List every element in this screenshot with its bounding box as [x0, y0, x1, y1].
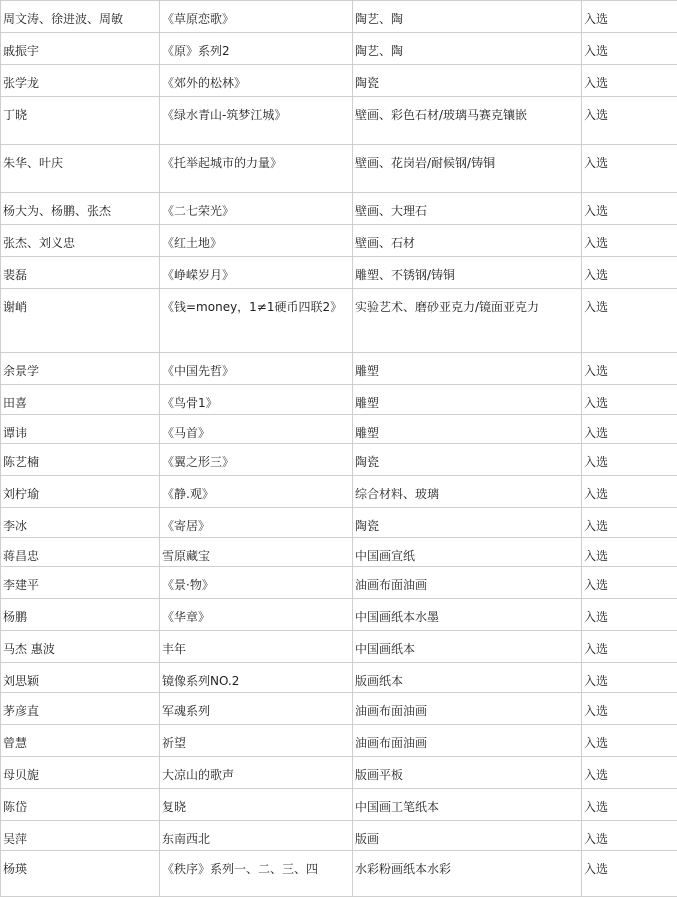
artist-cell: 谭讳	[1, 415, 160, 444]
medium-cell: 水彩粉画纸本水彩	[353, 851, 582, 897]
work-title-cell: 《景·物》	[160, 567, 353, 599]
artist-cell: 李建平	[1, 567, 160, 599]
artist-cell: 张杰、刘义忠	[1, 225, 160, 257]
table-row	[1, 1, 677, 33]
artist-cell: 余景学	[1, 353, 160, 385]
medium-cell: 油画布面油画	[353, 725, 582, 757]
medium-cell: 壁画、花岗岩/耐候钢/铸铜	[353, 145, 582, 193]
work-title-cell: 《静.观》	[160, 476, 353, 508]
medium-cell: 中国画纸本	[353, 631, 582, 663]
artist-cell: 戚振宇	[1, 33, 160, 65]
table-row	[1, 289, 677, 353]
table-row	[1, 65, 677, 97]
table-row	[1, 599, 677, 631]
table-row	[1, 851, 677, 897]
work-title-cell: 《翼之形三》	[160, 444, 353, 476]
result-cell: 入选	[582, 33, 677, 65]
result-cell: 入选	[582, 693, 677, 725]
artist-cell: 陈艺楠	[1, 444, 160, 476]
artist-cell: 李冰	[1, 508, 160, 538]
result-cell: 入选	[582, 725, 677, 757]
medium-cell: 陶瓷	[353, 65, 582, 97]
table-row	[1, 225, 677, 257]
table-row	[1, 444, 677, 476]
table-row	[1, 476, 677, 508]
medium-cell: 版画平板	[353, 757, 582, 789]
artist-cell: 茅彦直	[1, 693, 160, 725]
table-row	[1, 508, 677, 538]
table-row	[1, 145, 677, 193]
artist-cell: 曾慧	[1, 725, 160, 757]
result-cell: 入选	[582, 353, 677, 385]
medium-cell: 版画纸本	[353, 663, 582, 693]
table-row	[1, 353, 677, 385]
work-title-cell: 《华章》	[160, 599, 353, 631]
work-title-cell: 《秩序》系列一、二、三、四	[160, 851, 353, 897]
medium-cell: 雕塑	[353, 353, 582, 385]
work-title-cell: 《鸟骨1》	[160, 385, 353, 415]
work-title-cell: 丰年	[160, 631, 353, 663]
artist-cell: 刘思颖	[1, 663, 160, 693]
artist-cell: 陈岱	[1, 789, 160, 821]
result-cell: 入选	[582, 225, 677, 257]
table-row	[1, 538, 677, 567]
artist-cell: 朱华、叶庆	[1, 145, 160, 193]
work-title-cell: 《红土地》	[160, 225, 353, 257]
work-title-cell: 《绿水青山-筑梦江城》	[160, 97, 353, 145]
work-title-cell: 《托举起城市的力量》	[160, 145, 353, 193]
table-row	[1, 821, 677, 851]
table-row	[1, 257, 677, 289]
artist-cell: 杨大为、杨鹏、张杰	[1, 193, 160, 225]
medium-cell: 雕塑	[353, 415, 582, 444]
table-body	[1, 1, 677, 897]
artist-cell: 杨鹏	[1, 599, 160, 631]
result-cell: 入选	[582, 631, 677, 663]
result-cell: 入选	[582, 1, 677, 33]
result-cell: 入选	[582, 65, 677, 97]
medium-cell: 油画布面油画	[353, 567, 582, 599]
result-cell: 入选	[582, 508, 677, 538]
table-row	[1, 663, 677, 693]
medium-cell: 版画	[353, 821, 582, 851]
table-row	[1, 693, 677, 725]
result-cell: 入选	[582, 289, 677, 353]
work-title-cell: 《原》系列2	[160, 33, 353, 65]
work-title-cell: 大凉山的歌声	[160, 757, 353, 789]
artist-cell: 马杰 惠波	[1, 631, 160, 663]
work-title-cell: 复晓	[160, 789, 353, 821]
medium-cell: 陶艺、陶	[353, 33, 582, 65]
table-row	[1, 193, 677, 225]
medium-cell: 陶艺、陶	[353, 1, 582, 33]
result-cell: 入选	[582, 538, 677, 567]
medium-cell: 雕塑	[353, 385, 582, 415]
medium-cell: 中国画工笔纸本	[353, 789, 582, 821]
result-cell: 入选	[582, 567, 677, 599]
work-title-cell: 《寄居》	[160, 508, 353, 538]
result-cell: 入选	[582, 757, 677, 789]
table-row	[1, 385, 677, 415]
result-cell: 入选	[582, 663, 677, 693]
artist-cell: 田喜	[1, 385, 160, 415]
medium-cell: 实验艺术、磨砂亚克力/镜面亚克力	[353, 289, 582, 353]
table-row	[1, 631, 677, 663]
work-title-cell: 《草原恋歌》	[160, 1, 353, 33]
medium-cell: 中国画宣纸	[353, 538, 582, 567]
artist-cell: 母贝旎	[1, 757, 160, 789]
table-row	[1, 789, 677, 821]
artist-cell: 蒋昌忠	[1, 538, 160, 567]
table-row	[1, 757, 677, 789]
table-row	[1, 97, 677, 145]
medium-cell: 壁画、石材	[353, 225, 582, 257]
artist-cell: 裴磊	[1, 257, 160, 289]
table-row	[1, 567, 677, 599]
work-title-cell: 《马首》	[160, 415, 353, 444]
result-cell: 入选	[582, 599, 677, 631]
medium-cell: 陶瓷	[353, 508, 582, 538]
table-row	[1, 415, 677, 444]
work-title-cell: 《钱=money，1≠1硬币四联2》	[160, 289, 353, 353]
medium-cell: 壁画、彩色石材/玻璃马赛克镶嵌	[353, 97, 582, 145]
work-title-cell: 《中国先哲》	[160, 353, 353, 385]
medium-cell: 陶瓷	[353, 444, 582, 476]
result-cell: 入选	[582, 145, 677, 193]
artist-cell: 张学龙	[1, 65, 160, 97]
result-cell: 入选	[582, 257, 677, 289]
artist-cell: 谢峭	[1, 289, 160, 353]
artist-cell: 丁晓	[1, 97, 160, 145]
artist-cell: 周文涛、徐进波、周敏	[1, 1, 160, 33]
result-cell: 入选	[582, 821, 677, 851]
result-cell: 入选	[582, 789, 677, 821]
medium-cell: 壁画、大理石	[353, 193, 582, 225]
result-cell: 入选	[582, 385, 677, 415]
medium-cell: 中国画纸本水墨	[353, 599, 582, 631]
work-title-cell: 《郊外的松林》	[160, 65, 353, 97]
work-title-cell: 军魂系列	[160, 693, 353, 725]
artist-cell: 刘柠瑜	[1, 476, 160, 508]
artist-cell: 杨瑛	[1, 851, 160, 897]
result-cell: 入选	[582, 851, 677, 897]
table-row	[1, 33, 677, 65]
work-title-cell: 《峥嵘岁月》	[160, 257, 353, 289]
work-title-cell: 雪原藏宝	[160, 538, 353, 567]
result-cell: 入选	[582, 415, 677, 444]
medium-cell: 油画布面油画	[353, 693, 582, 725]
table-row	[1, 725, 677, 757]
artist-cell: 吴萍	[1, 821, 160, 851]
work-title-cell: 东南西北	[160, 821, 353, 851]
result-cell: 入选	[582, 476, 677, 508]
result-cell: 入选	[582, 97, 677, 145]
medium-cell: 综合材料、玻璃	[353, 476, 582, 508]
work-title-cell: 《二七荣光》	[160, 193, 353, 225]
work-title-cell: 镜像系列NO.2	[160, 663, 353, 693]
result-cell: 入选	[582, 444, 677, 476]
work-title-cell: 祈望	[160, 725, 353, 757]
medium-cell: 雕塑、不锈钢/铸铜	[353, 257, 582, 289]
result-cell: 入选	[582, 193, 677, 225]
